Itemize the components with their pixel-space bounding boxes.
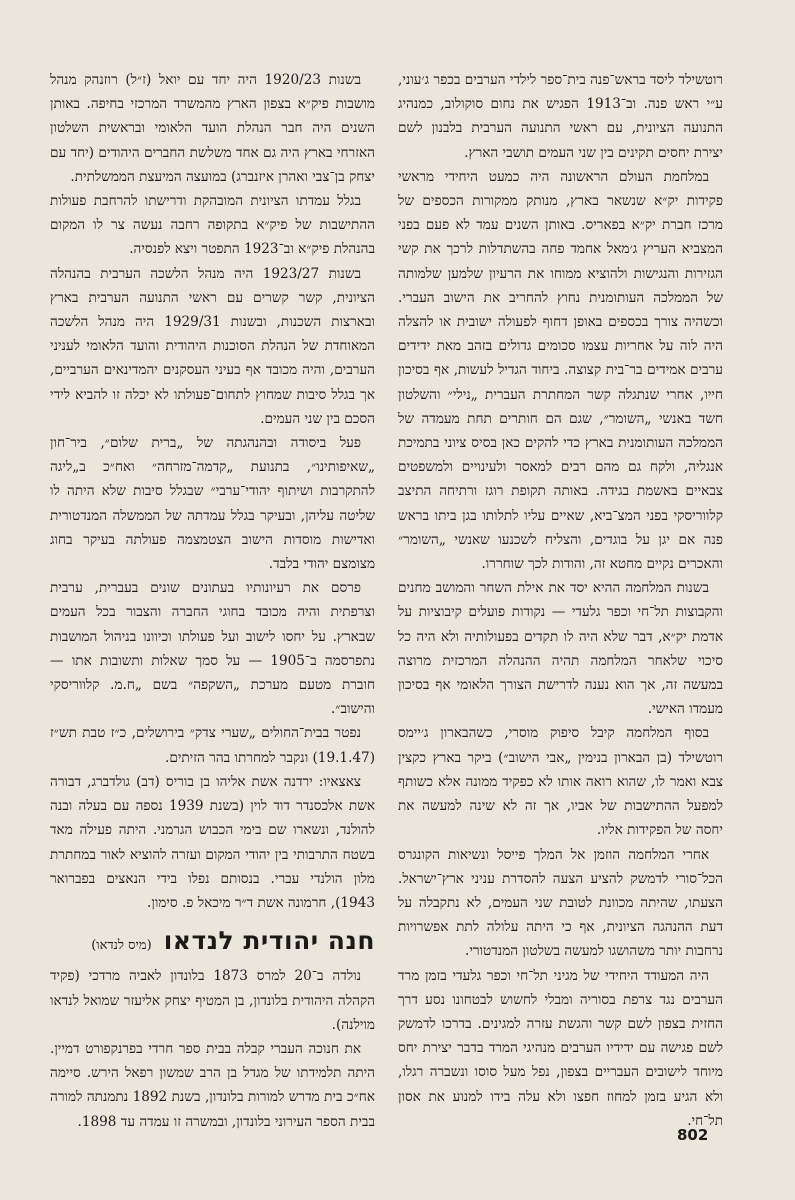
page-number: 802 [677,1126,709,1144]
paragraph: בגלל עמדתו הציונית המובהקת ודרישתו להרחבת פעולות ההתישבות של פיק״א בתקופה רחבה נעשה צר לו המקום בהנהלת פיק״א וב־1923 התפטר ויצא לפנסיה. [50,193,375,258]
paragraph: את חנוכה העברי קבלה בבית ספר חרדי בפרנקפורט דמיין. היתה תלמידתו של מגדל בן הרב שמשון רפאל הירש. סיימה אח״כ בית מדרש למורות בלונדון, בשנת 1892 נתמנתה למורה בבית הספר העירוני בלונדון, ובמשרה זו עמדה עד 1898. [50,1040,375,1130]
entry-name: חנה יהודית לנדאו [163,926,375,956]
entry-heading [50,926,375,958]
paragraph: בסוף המלחמה קיבל סיפוק מוסרי, כשהבארון ג׳יימס רוטשילד (בן הבארון בנימין „אבי הישוב״) ביקר בארץ כקצין צבא ואמר לו, שהוא רואה אותו לא כפקיד ממונה אלא כשותף למפעל ההתישבות של אביו, אך זה לא שינה למעשה את יחסה של הפקידות אליו. [398,725,723,839]
paragraph: פרסם את רעיונותיו בעתונים שונים בעברית, ערבית וצרפתית והיה מכובד בחוגי החברה והצבור בכל העמים שבארץ. על יחסו לישוב ועל פעולתו וכיוונו בניהול המושבות נתפרסמה ב־1905 — על סמך שאלות ותשובות אתו — חוברת מטעם מערכת „השקפה״ בשם „ח.מ. קלווריסקי והישוב״. [50,580,376,718]
paragraph: בשנות 1923/27 היה מנהל הלשכה הערבית בהנהלה הציונית, קשר קשרים עם ראשי התנועה הערבית בארץ ובארצות השכנות, ובשנות 1929/31 היה מנהל הלשכה המאוחדת של הנהלת הסוכנות היהודית והועד הלאומי לעניני הערבים, והיה מכובד אף בעיני העסקנים יהמדינאים הערביים, אך בגלל סיבות שמחוץ לתחום־פעולתו לא יכלה זו להביא לידי הסכם בין שני העמים. [50,265,375,427]
left-column [50,68,375,1134]
paragraph: צאצאיו: ירדנה אשת אליהו בן בוריס (דב) גולדברג, דבורה אשת אלכסנדר דוד לוין (בשנת 1939 נספה עם בעלה ובנה להולנד, ונשארו שם בימי הכבוש הגרמני. היתה פעילה מאד בשטח התרבותי בין יהודי המקום ועזרה להוציא לאור במחתרת מלון הולנדי עברי. בנסותם נפלו בידי הנאצים בפברואר 1943), חרמונה אשת ד״ר מיכאל פ. סימון. [50,773,375,911]
paragraph: פעל ביסודה ובהנהגתה של „ברית שלום״, ביר־חון „שאיפותינו״, בתנועת „קדמה־מזרחה״ ואח״כ ב„ליגה להתקרבות ושיתוף יהודי־ערבי״ שבגלל סיבות שלא היתה לו שליטה עליהן, ובעיקר בגלל עמדתה של הממשלה המנדטורית ואדישות מוסדות הישוב הצטמצמה פעולתה בעיקר בחוג מצומצם יהודי בלבד. [50,435,375,573]
paragraph: רוטשילד ליסד בראש־פנה בית־ספר לילדי הערבים בכפר ג׳עוני, ע״י ראש פנה. וב־1913 הפגיש את נחום סוקולוב, כמנהיג התנועה הציונית, עם ראשי התנועה הערבית בלבנון לשם יצירת יחסים תקינים בין שני העמים תושבי הארץ. [398,72,724,161]
paragraph: בשנות 1920/23 היה יחד עם יואל (ז״ל) רוזנהק מנהל מושבות פיק״א בצפון הארץ מהמשרד המרכזי בחיפה. באותן השנים היה חבר הנהלת הועד הלאומי ובראשית השלטון האזרחי בארץ היה גם אחד משלשת החברים היהודים (יחד עם יצחק בן־צבי ואהרן איזנברג) במועצה המיעצת הממשלתית. [50,72,375,185]
paragraph: היה המעודד היחידי של מגיני תל־חי וכפר גלעדי בזמן מרד הערבים נגד צרפת בסוריה ומבלי לחשוש לבטחונו נסע דרך החזית בצפון לשם קשר והגשת עזרה למגינים. בדרכו לדמשק לשם פגישה עם ידידיו הערבים מנהיגי המרד בדבר יצירת יחס מיוחד לישובים העבריים בצפון, נפל מעל סוסו ונשברה רגלו, ולא הגיע בזמן למחוז חפצו ולא עלה בידו למנוע את אסון תל־חי. [398,967,723,1129]
paragraph: בשנות המלחמה ההיא יסד את אילת השחר והמושב מחנים והקבוצות תל־חי וכפר גלעדי — נקודות פועלים קיבוציות על אדמת יק״א, דבר שלא היה לו תקדים בפעולותיה ולא היה כל סיכוי שלאחר המלחמה תהיה ההנהלה המרכזית מרוצה במעשה זה, אך הוא נענה לדרישת הצורך הלאומי אף בסיכון מעמדו האישי. [398,580,723,718]
paragraph: אחרי המלחמה הוזמן אל המלך פייסל ונשיאות הקונגרס הכל־סורי לדמשק להציע הצעה להסדרת עניני ארץ־ישראל. הצעתו, שהיתה מכוונת לטובת שני העמים, לא נתקבלה על דעת ההנהגה הציונית, אף כי היתה עלולה לתת אפשרויות נרחבות יותר משהושגו למעשה בשלטון המנדטורי. [398,846,723,960]
right-column [398,68,723,1133]
paragraph: נולדה ב־20 למרס 1873 בלונדון לאביה מרדכי (פקיד הקהלה היהודית בלונדון, בן המטיף יצחק אליעזר שמואל לנדאו מוילנה). [50,968,375,1033]
entry-maiden-name: (מיס לנדאו) [91,938,152,954]
paragraph: נפטר בבית־החולים „שערי צדק״ בירושלים, כ״ז טבת תש״ז (19.1.47) ונקבר למחרתו בהר הזיתים. [50,725,375,766]
paragraph: במלחמת העולם הראשונה היה כמעט היחידי מראשי פקידות יק״א שנשאר בארץ, מנותק ממקורות הכספים של מרכז חברת יק״א בפאריס. באותן השנים עמד לא פעם בפני המצביא העריץ ג׳מאל אחמד פחה בהשתדלות לרכך את קשי הגזירות והנגישות ולהוציא ממוחו את הרעיון שלמען שלמותה של הממלכה העותומנית נחוץ להחריב את הישוב העברי. וכשהיה צורך בכספים באופן דחוף לפעולה ישובית או להצלה היה לוה על אחריות עצמו סכומים גדולים בזהב מאת ידידים ערבים אמידים בר־בית קצוצה. ביחוד הגדיל לעשות, אף בסיכון חייו, אחרי שנתגלה קשר המחתרת העברית „נילי״ והשלטון חשד באנשי „השומר״, שגם הם חותרים תחת מעמדה של הממלכה העותומנית בארץ כדי להקים כאן בסיס ציוני בתמיכת אנגליה, ולקח גם מהם רבים למאסר ולעינויים ולמשפטים צבאיים באשמת בגידה. באותה תקופת רוגז ורתיחה התיצב קלווריסקי בפני המצ־ביא, שאיים עליו לתלותו בגן ביתו בראש פנה אם יגן על בוגדים, והצליח לשכנעו שאנשי „השומר״ והאכרים נקיים מחטא זה, והודות לכך שוחררו. [398,168,723,573]
